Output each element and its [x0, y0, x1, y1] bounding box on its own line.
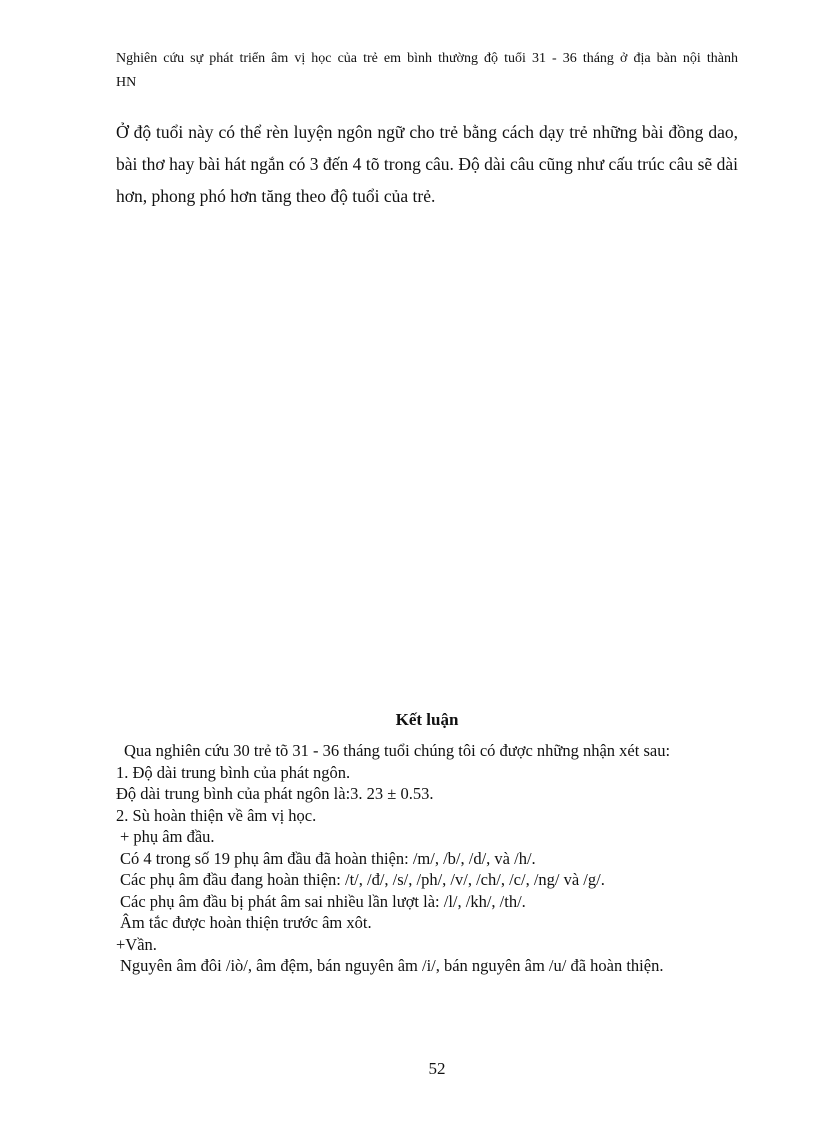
conclusion-line: Có 4 trong số 19 phụ âm đầu đã hoàn thiện: /m/, /b/, /d/, và /h/. [120, 848, 536, 868]
conclusion-line: Các phụ âm đầu bị phát âm sai nhiều lần lượt là: /l/, /kh/, /th/. [120, 891, 526, 911]
section-title: Kết luận [395, 710, 459, 729]
conclusion-line: Âm tắc được hoàn thiện trước âm xôt. [120, 913, 372, 932]
conclusion-subheading: +Vần. [116, 934, 157, 954]
conclusion-line: Độ dài trung bình của phát ngôn là:3. 23 ± 0.53. [116, 784, 434, 803]
conclusion-intro-line: Qua nghiên cứu 30 trẻ tõ 31 - 36 tháng tuổi chúng tôi có được những nhận xét sau: [124, 741, 671, 760]
conclusion-line: Nguyên âm đôi /iò/, âm đệm, bán nguyên âm /i/, bán nguyên âm /u/ đã hoàn thiện. [120, 956, 664, 975]
running-header: Nghiên cứu sự phát triển âm vị học của trẻ em bình thường độ tuổi 31 - 36 tháng ở địa bàn nội thành HN [116, 51, 738, 90]
intro-paragraph: Ở độ tuổi này có thể rèn luyện ngôn ngữ cho trẻ bằng cách dạy trẻ những bài đồng dao, bài thơ hay bài hát ngắn có 3 đến 4 tõ trong câu. Độ dài câu cũng như cấu trúc câu sẽ dài hơn, phong phó hơn tăng theo độ tuổi của trẻ. [116, 122, 738, 206]
conclusion-subheading: + phụ âm đầu. [120, 827, 215, 846]
conclusion-item-heading: 1. Độ dài trung bình của phát ngôn. [116, 762, 351, 782]
conclusion-item-heading: 2. Sù hoàn thiện về âm vị học. [116, 805, 317, 825]
conclusion-line: Các phụ âm đầu đang hoàn thiện: /t/, /đ/, /s/, /ph/, /v/, /ch/, /c/, /ng/ và /g/. [120, 870, 605, 889]
conclusion-body [116, 740, 738, 977]
page-number: 52 [428, 1059, 446, 1078]
